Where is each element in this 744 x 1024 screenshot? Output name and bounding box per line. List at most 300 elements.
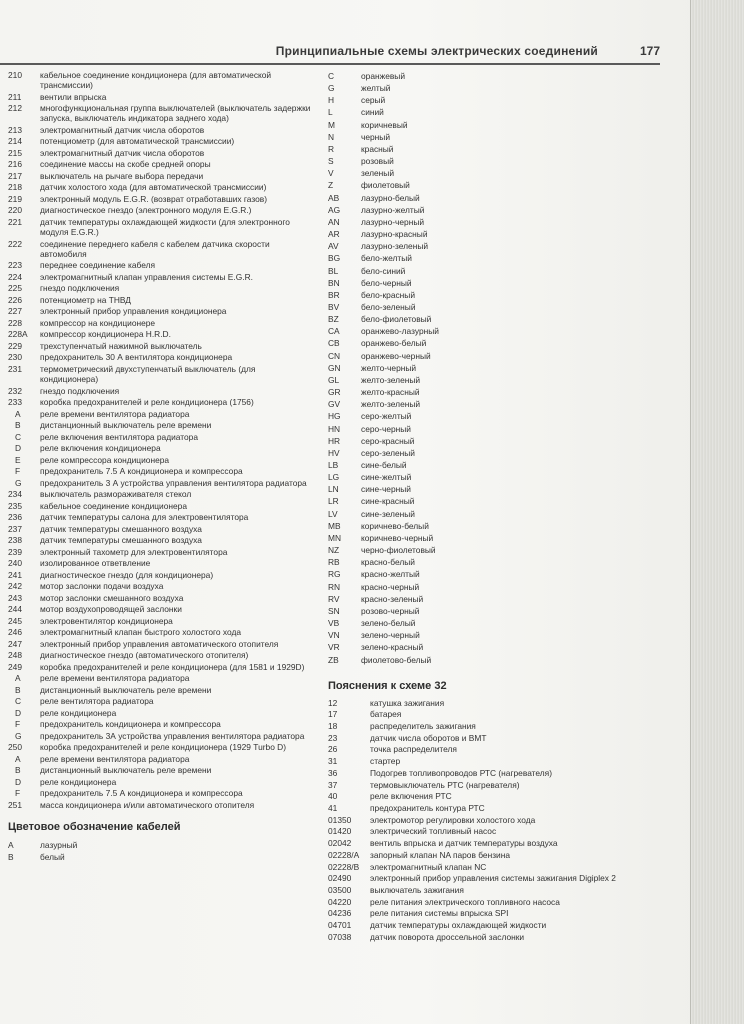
- item-number: F: [15, 788, 21, 799]
- item-description: катушка зажигания: [370, 697, 445, 708]
- color-code: L: [328, 107, 333, 118]
- item-description: гнездо подключения: [40, 385, 120, 396]
- legend-row: [8, 205, 314, 217]
- color-name: лазурно-красный: [361, 229, 428, 240]
- color-code-row: [328, 568, 658, 580]
- legend-row: [8, 777, 314, 789]
- scheme-row: [328, 826, 658, 838]
- item-description: электрический топливный насос: [370, 826, 497, 837]
- item-number: 04220: [328, 896, 352, 907]
- item-description: потенциометр на ТНВД: [40, 294, 131, 305]
- color-name: оранжевый: [361, 71, 406, 81]
- legend-row: [8, 719, 314, 731]
- item-description: распределитель зажигания: [370, 721, 476, 732]
- color-code-row: [328, 301, 658, 313]
- item-number: 229: [8, 340, 22, 351]
- color-code-row: [328, 520, 658, 532]
- cable-color-row: [8, 839, 314, 851]
- color-code: AV: [328, 241, 339, 252]
- legend-row: [8, 443, 314, 455]
- item-number: 37: [328, 779, 338, 790]
- item-number: 238: [8, 535, 22, 546]
- item-number: A: [15, 673, 21, 684]
- item-number: 241: [8, 569, 22, 580]
- color-code-row: [328, 82, 658, 94]
- legend-row: [8, 239, 314, 261]
- scheme-row: [328, 791, 658, 803]
- color-name: коричнево-черный: [361, 532, 434, 543]
- scheme-row: [328, 803, 658, 815]
- legend-row: [8, 194, 314, 206]
- color-name: красно-черный: [361, 581, 420, 592]
- item-number: 214: [8, 136, 22, 147]
- scheme32-heading: Пояснения к схеме 32: [328, 679, 447, 692]
- item-description: датчик температуры смешанного воздуха: [40, 523, 202, 534]
- color-name: сине-желтый: [361, 472, 412, 483]
- legend-row: [8, 800, 314, 812]
- item-description: датчик температуры салона для электровентилятора: [40, 512, 249, 523]
- item-description: изолированное ответвление: [40, 558, 151, 569]
- legend-row: [8, 352, 314, 364]
- color-code: GN: [328, 362, 341, 373]
- item-number: G: [15, 477, 22, 488]
- color-name: желто-зеленый: [361, 399, 421, 410]
- color-code-row: [328, 435, 658, 447]
- item-description: дистанционный выключатель реле времени: [40, 420, 212, 431]
- item-description: предохранитель 3 А устройства управления вентилятора радиатора: [40, 477, 307, 488]
- legend-row: [8, 535, 314, 547]
- legend-row: [8, 125, 314, 137]
- item-description: дистанционный выключатель реле времени: [40, 765, 212, 776]
- item-description: мотор заслонки смешанного воздуха: [40, 592, 184, 603]
- item-number: B: [15, 420, 21, 431]
- item-description: предохранитель 30 А вентилятора кондиционера: [40, 352, 233, 363]
- legend-row: [8, 639, 314, 651]
- color-code-row: [328, 398, 658, 410]
- item-number: 251: [8, 799, 22, 810]
- scheme-row: [328, 721, 658, 733]
- item-number: 221: [8, 216, 22, 227]
- color-code-row: [328, 155, 658, 167]
- scheme-row: [328, 709, 658, 721]
- item-description: коробка предохранителей и реле кондиционера (для 1581 и 1929D): [40, 661, 305, 672]
- item-description: датчик температуры охлаждающей жидкости (для электронного модуля E.G.R.): [40, 216, 290, 238]
- item-number: 240: [8, 558, 22, 569]
- legend-row: [8, 159, 314, 171]
- color-code: BV: [328, 301, 340, 312]
- item-number: D: [15, 443, 22, 454]
- item-number: 211: [8, 91, 22, 102]
- item-description: кабельное соединение кондиционера: [40, 500, 187, 511]
- item-number: 02490: [328, 873, 352, 884]
- color-name: зелено-красный: [361, 642, 424, 653]
- color-name: сине-белый: [361, 460, 407, 470]
- color-code-row: [328, 581, 658, 593]
- item-number: A: [15, 408, 21, 419]
- color-name: красно-зеленый: [361, 593, 424, 604]
- item-description: реле кондиционера: [40, 707, 117, 718]
- item-number: G: [15, 730, 22, 741]
- scheme-row: [328, 885, 658, 897]
- item-number: 36: [328, 767, 338, 778]
- color-code: V: [328, 168, 334, 179]
- legend-row: [8, 397, 314, 409]
- color-code: SN: [328, 605, 340, 616]
- color-code: MB: [328, 520, 341, 531]
- item-description: реле времени вентилятора радиатора: [40, 753, 190, 764]
- item-number: 216: [8, 159, 22, 170]
- color-code-row: [328, 192, 658, 204]
- legend-row: [8, 547, 314, 559]
- legend-row: [8, 788, 314, 800]
- item-description: электромагнитный датчик числа оборотов: [40, 147, 205, 158]
- color-name: красный: [361, 143, 394, 154]
- scheme-row: [328, 862, 658, 874]
- legend-row: [8, 558, 314, 570]
- scheme-row: [328, 768, 658, 780]
- color-code-list: [328, 70, 658, 666]
- item-description: масса кондиционера и/или автоматического отопителя: [40, 799, 255, 810]
- item-number: 01350: [328, 814, 352, 825]
- item-description: мотор заслонки подачи воздуха: [40, 581, 164, 592]
- item-number: 07038: [328, 931, 352, 942]
- legend-row: [8, 673, 314, 685]
- color-code: HV: [328, 447, 340, 458]
- color-code: NZ: [328, 545, 340, 556]
- item-number: A: [15, 753, 21, 764]
- legend-row: [8, 306, 314, 318]
- color-code: LV: [328, 508, 338, 519]
- item-number: 245: [8, 615, 22, 626]
- legend-row: [8, 386, 314, 398]
- item-number: 248: [8, 650, 22, 661]
- color-code-row: [328, 277, 658, 289]
- header-rule: [0, 63, 660, 65]
- color-name: лазурно-желтый: [361, 204, 425, 215]
- legend-row: [8, 148, 314, 160]
- item-description: реле вентилятора радиатора: [40, 696, 154, 707]
- color-code-row: [328, 641, 658, 653]
- scheme-row: [328, 873, 658, 885]
- legend-row: [8, 524, 314, 536]
- item-description: потенциометр (для автоматической трансмиссии): [40, 136, 235, 147]
- item-number: 03500: [328, 884, 352, 895]
- item-description: диагностическое гнездо (электронного модуля E.G.R.): [40, 205, 252, 216]
- color-name: бело-красный: [361, 289, 415, 300]
- legend-row: [8, 432, 314, 444]
- color-code-row: [328, 410, 658, 422]
- color-code: HR: [328, 435, 341, 446]
- color-name: желто-красный: [361, 387, 420, 398]
- legend-row: [8, 329, 314, 341]
- item-number: 215: [8, 147, 22, 158]
- color-code: C: [328, 71, 335, 81]
- item-description: реле включения кондиционера: [40, 443, 161, 454]
- legend-row: [8, 570, 314, 582]
- color-name: бело-зеленый: [361, 301, 416, 312]
- item-number: B: [15, 684, 21, 695]
- color-code: GR: [328, 387, 341, 398]
- item-description: кабельное соединение кондиционера (для автоматической трансмиссии): [40, 70, 272, 91]
- item-number: F: [15, 719, 21, 730]
- color-name: синий: [361, 107, 384, 118]
- item-description: электронный прибор управления системы зажигания Digiplex 2: [370, 873, 616, 884]
- item-number: 227: [8, 306, 22, 317]
- item-number: 246: [8, 627, 22, 638]
- scheme-row: [328, 850, 658, 862]
- item-number: F: [15, 466, 21, 477]
- color-code: CA: [328, 326, 340, 337]
- item-description: запорный клапан NA паров бензина: [370, 849, 511, 860]
- legend-row: [8, 182, 314, 194]
- color-name: серо-красный: [361, 435, 415, 446]
- scheme-row: [328, 908, 658, 920]
- color-code: LR: [328, 496, 339, 507]
- color-code: BG: [328, 253, 341, 264]
- item-description: диагностическое гнездо (для кондиционера): [40, 569, 214, 580]
- legend-row: [8, 662, 314, 674]
- item-number: 219: [8, 193, 22, 204]
- item-description: электровентилятор кондиционера: [40, 615, 173, 626]
- item-description: гнездо подключения: [40, 283, 120, 294]
- legend-row: [8, 260, 314, 272]
- legend-row: [8, 136, 314, 148]
- color-code-row: [328, 131, 658, 143]
- item-description: реле кондиционера: [40, 776, 117, 787]
- color-name: оранжево-черный: [361, 350, 431, 361]
- cable-color-row: [8, 851, 314, 863]
- legend-row: [8, 742, 314, 754]
- color-name: желто-черный: [361, 362, 417, 373]
- color-name: лазурно-зеленый: [361, 241, 429, 252]
- color-name: бело-черный: [361, 277, 412, 288]
- item-description: электромагнитный клапан управления системы E.G.R.: [40, 271, 253, 282]
- color-code: R: [328, 143, 335, 154]
- item-number: 02228/A: [328, 849, 360, 860]
- color-code: MN: [328, 532, 342, 543]
- item-number: 222: [8, 238, 22, 249]
- item-number: 41: [328, 802, 338, 813]
- right-column: [328, 70, 658, 943]
- color-code: B: [8, 852, 14, 863]
- item-number: 228: [8, 317, 22, 328]
- item-description: вентили впрыска: [40, 91, 107, 102]
- color-code: CN: [328, 350, 341, 361]
- color-code: Z: [328, 180, 334, 191]
- item-number: 231: [8, 363, 22, 374]
- item-description: датчик поворота дроссельной заслонки: [370, 931, 525, 942]
- legend-row: [8, 593, 314, 605]
- item-description: датчик холостого хода (для автоматической трансмиссии): [40, 182, 267, 193]
- color-code: BZ: [328, 314, 339, 325]
- color-code-row: [328, 471, 658, 483]
- item-number: 244: [8, 604, 22, 615]
- cable-color-list: [8, 839, 314, 863]
- item-description: выключатель зажигания: [370, 884, 464, 895]
- legend-row: [8, 283, 314, 295]
- item-description: выключатель размораживателя стекол: [40, 489, 192, 500]
- color-code-row: [328, 508, 658, 520]
- color-code-row: [328, 143, 658, 155]
- color-code: M: [328, 119, 335, 130]
- color-name: розовый: [361, 156, 394, 167]
- legend-row: [8, 295, 314, 307]
- color-code-row: [328, 265, 658, 277]
- item-description: диагностическое гнездо (автоматического отопителя): [40, 650, 249, 661]
- legend-row: [8, 420, 314, 432]
- color-code: BR: [328, 289, 340, 300]
- color-code: AB: [328, 192, 340, 203]
- color-code-row: [328, 325, 658, 337]
- scheme-row: [328, 920, 658, 932]
- color-code: AG: [328, 204, 341, 215]
- color-code: GL: [328, 374, 340, 385]
- color-name: розово-черный: [361, 605, 420, 616]
- item-number: 23: [328, 732, 338, 743]
- legend-row: [8, 70, 314, 92]
- item-number: 02042: [328, 838, 352, 849]
- color-code: RV: [328, 593, 340, 604]
- item-number: 223: [8, 260, 22, 271]
- legend-row: [8, 318, 314, 330]
- color-code-row: [328, 94, 658, 106]
- item-description: термовыключатель РТС (нагревателя): [370, 779, 520, 790]
- item-description: предохранитель контура РТС: [370, 802, 485, 813]
- legend-row: [8, 103, 314, 125]
- color-code-row: [328, 167, 658, 179]
- item-description: выключатель на рычаге выбора передачи: [40, 170, 204, 181]
- color-code-row: [328, 593, 658, 605]
- color-name: лазурно-белый: [361, 192, 420, 203]
- item-number: 236: [8, 512, 22, 523]
- color-code: VR: [328, 642, 340, 653]
- color-code-row: [328, 447, 658, 459]
- legend-row: [8, 765, 314, 777]
- component-legend-list: [8, 70, 314, 811]
- color-code-row: [328, 313, 658, 325]
- item-number: 02228/B: [328, 861, 360, 872]
- legend-row: [8, 478, 314, 490]
- legend-row: [8, 364, 314, 386]
- item-number: 232: [8, 385, 22, 396]
- color-code: LG: [328, 472, 340, 483]
- color-name: бело-желтый: [361, 253, 412, 264]
- item-number: 239: [8, 546, 22, 557]
- item-description: вентиль впрыска и датчик температуры воздуха: [370, 838, 558, 849]
- item-number: 233: [8, 397, 22, 408]
- legend-row: [8, 92, 314, 104]
- item-description: электронный прибор управления кондиционера: [40, 306, 227, 317]
- item-description: многофункциональная группа выключателей (выключатель задержки запуска, выключатель индикатора заднего хода): [40, 103, 311, 124]
- item-number: 225: [8, 283, 22, 294]
- running-title: Принципиальные схемы электрических соединений: [275, 44, 598, 58]
- legend-row: [8, 731, 314, 743]
- legend-row: [8, 217, 314, 239]
- color-code-row: [328, 216, 658, 228]
- color-name: лазурный: [40, 840, 78, 851]
- item-number: B: [15, 765, 21, 776]
- color-name: красно-желтый: [361, 569, 420, 580]
- color-name: зелено-белый: [361, 618, 416, 629]
- item-description: дистанционный выключатель реле времени: [40, 684, 212, 695]
- color-name: бело-фиолетовый: [361, 314, 432, 325]
- cable-color-heading: Цветовое обозначение кабелей: [8, 821, 181, 834]
- item-number: 249: [8, 661, 22, 672]
- item-description: электронный тахометр для электровентилятора: [40, 546, 228, 557]
- item-description: трехступенчатый нажимной выключатель: [40, 340, 202, 351]
- item-description: реле питания электрического топливного насоса: [370, 896, 560, 907]
- legend-row: [8, 708, 314, 720]
- color-code-row: [328, 544, 658, 556]
- color-name: коричнево-белый: [361, 520, 429, 531]
- item-description: предохранитель кондиционера и компрессора: [40, 719, 221, 730]
- scheme-row: [328, 744, 658, 756]
- item-number: 210: [8, 70, 22, 80]
- item-description: датчик температуры смешанного воздуха: [40, 535, 202, 546]
- color-code-row: [328, 617, 658, 629]
- color-code-row: [328, 483, 658, 495]
- item-number: C: [15, 696, 22, 707]
- item-description: электромагнитный клапан быстрого холостого хода: [40, 627, 242, 638]
- legend-row: [8, 512, 314, 524]
- color-code: A: [8, 840, 14, 851]
- item-number: 212: [8, 103, 22, 114]
- color-name: зеленый: [361, 168, 394, 179]
- color-name: бело-синий: [361, 265, 406, 276]
- legend-row: [8, 341, 314, 353]
- color-code: CB: [328, 338, 340, 349]
- legend-row: [8, 489, 314, 501]
- scheme-row: [328, 838, 658, 850]
- color-code: HG: [328, 411, 341, 422]
- item-number: 40: [328, 791, 338, 802]
- item-description: электронный модуль E.G.R. (возврат отработавших газов): [40, 193, 267, 204]
- color-code-row: [328, 374, 658, 386]
- item-number: 243: [8, 592, 22, 603]
- item-number: 235: [8, 500, 22, 511]
- color-code-row: [328, 119, 658, 131]
- item-description: реле времени вентилятора радиатора: [40, 673, 190, 684]
- legend-row: [8, 272, 314, 284]
- color-code-row: [328, 423, 658, 435]
- item-description: Подогрев топливопроводов РТС (нагревателя): [370, 767, 552, 778]
- color-code: S: [328, 156, 334, 167]
- item-number: 226: [8, 294, 22, 305]
- color-name: серо-желтый: [361, 411, 412, 422]
- item-number: 213: [8, 124, 22, 135]
- color-code-row: [328, 204, 658, 216]
- color-name: белый: [40, 852, 65, 863]
- color-code: N: [328, 131, 335, 142]
- item-description: реле включения вентилятора радиатора: [40, 431, 198, 442]
- item-description: электромотор регулировки холостого хода: [370, 814, 536, 825]
- item-number: 220: [8, 205, 22, 216]
- item-number: 18: [328, 721, 338, 732]
- color-code-row: [328, 106, 658, 118]
- legend-row: [8, 696, 314, 708]
- color-code: RN: [328, 581, 341, 592]
- color-code-row: [328, 459, 658, 471]
- color-name: оранжево-белый: [361, 338, 427, 349]
- color-name: сине-красный: [361, 496, 415, 507]
- scheme-row: [328, 698, 658, 710]
- item-description: мотор воздухопроводящей заслонки: [40, 604, 182, 615]
- legend-row: [8, 604, 314, 616]
- item-number: 12: [328, 697, 338, 708]
- color-code-row: [328, 70, 658, 82]
- color-code: LN: [328, 484, 339, 495]
- color-code-row: [328, 337, 658, 349]
